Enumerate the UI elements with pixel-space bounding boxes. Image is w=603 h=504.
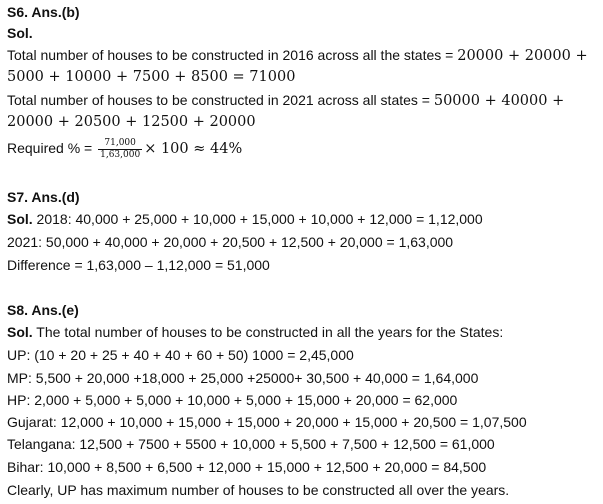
s8-hp: HP: 2,000 + 5,000 + 5,000 + 10,000 + 5,000 + 15,000 + 20,000 = 62,000: [7, 392, 458, 408]
s8-intro-text: The total number of houses to be constructed in all the years for the States:: [32, 324, 504, 340]
s6-line-2016-text: Total number of houses to be constructed in 2016 across all the states =: [7, 47, 458, 63]
s8-telangana: Telangana: 12,500 + 7500 + 5500 + 10,000 + 5,500 + 7,500 + 12,500 = 61,000: [7, 436, 495, 452]
s6-fraction-denominator: 1,63,000: [100, 149, 141, 160]
s6-line-2021: [7, 90, 564, 111]
s8-up: UP: (10 + 20 + 25 + 40 + 40 + 60 + 50) 1000 = 2,45,000: [7, 347, 354, 363]
s6-line-2021-math: 50000 + 40000 +: [433, 93, 565, 109]
s8-intro: [7, 322, 503, 342]
s6-sol-label: Sol.: [7, 25, 33, 41]
s6-fraction-numerator: 71,000: [98, 138, 142, 150]
s6-fraction: [98, 138, 142, 161]
s6-required-percent: [7, 136, 242, 161]
s6-required-label: Required % =: [7, 140, 97, 156]
s8-sol-label: Sol.: [7, 324, 33, 340]
s8-heading: S8. Ans.(e): [7, 302, 79, 318]
s6-line-2021-cont: 20000 + 20500 + 12500 + 20000: [7, 114, 256, 130]
s7-line-2018-text: 2018: 40,000 + 25,000 + 10,000 + 15,000 + 10,000 + 12,000 = 1,12,000: [32, 211, 483, 227]
s7-line-2021: 2021: 50,000 + 40,000 + 20,000 + 20,500 + 12,500 + 20,000 = 1,63,000: [7, 234, 454, 250]
s6-line-2016-math: 20000 + 20000 +: [457, 48, 588, 64]
s7-difference: Difference = 1,63,000 – 1,12,000 = 51,000: [7, 257, 270, 273]
s6-line-2016: [7, 45, 588, 66]
s6-line-2016-cont: 5000 + 10000 + 7500 + 8500 = 71000: [7, 69, 296, 85]
s7-line-2018: [7, 209, 483, 229]
s8-conclusion: Clearly, UP has maximum number of houses to be constructed all over the years.: [7, 482, 510, 498]
s6-line-2021-text: Total number of houses to be constructed in 2021 across all states =: [7, 92, 434, 108]
s6-required-tail: × 100 ≈ 44%: [144, 141, 243, 157]
s7-sol-label: Sol.: [7, 211, 33, 227]
s8-gujarat: Gujarat: 12,000 + 10,000 + 15,000 + 15,000 + 20,000 + 15,000 + 20,500 = 1,07,500: [7, 414, 527, 430]
s8-bihar: Bihar: 10,000 + 8,500 + 6,500 + 12,000 + 15,000 + 12,500 + 20,000 = 84,500: [7, 459, 487, 475]
s6-heading: S6. Ans.(b): [7, 4, 80, 20]
s7-heading: S7. Ans.(d): [7, 189, 80, 205]
s8-mp: MP: 5,500 + 20,000 +18,000 + 25,000 +25000+ 30,500 + 40,000 = 1,64,000: [7, 370, 479, 386]
